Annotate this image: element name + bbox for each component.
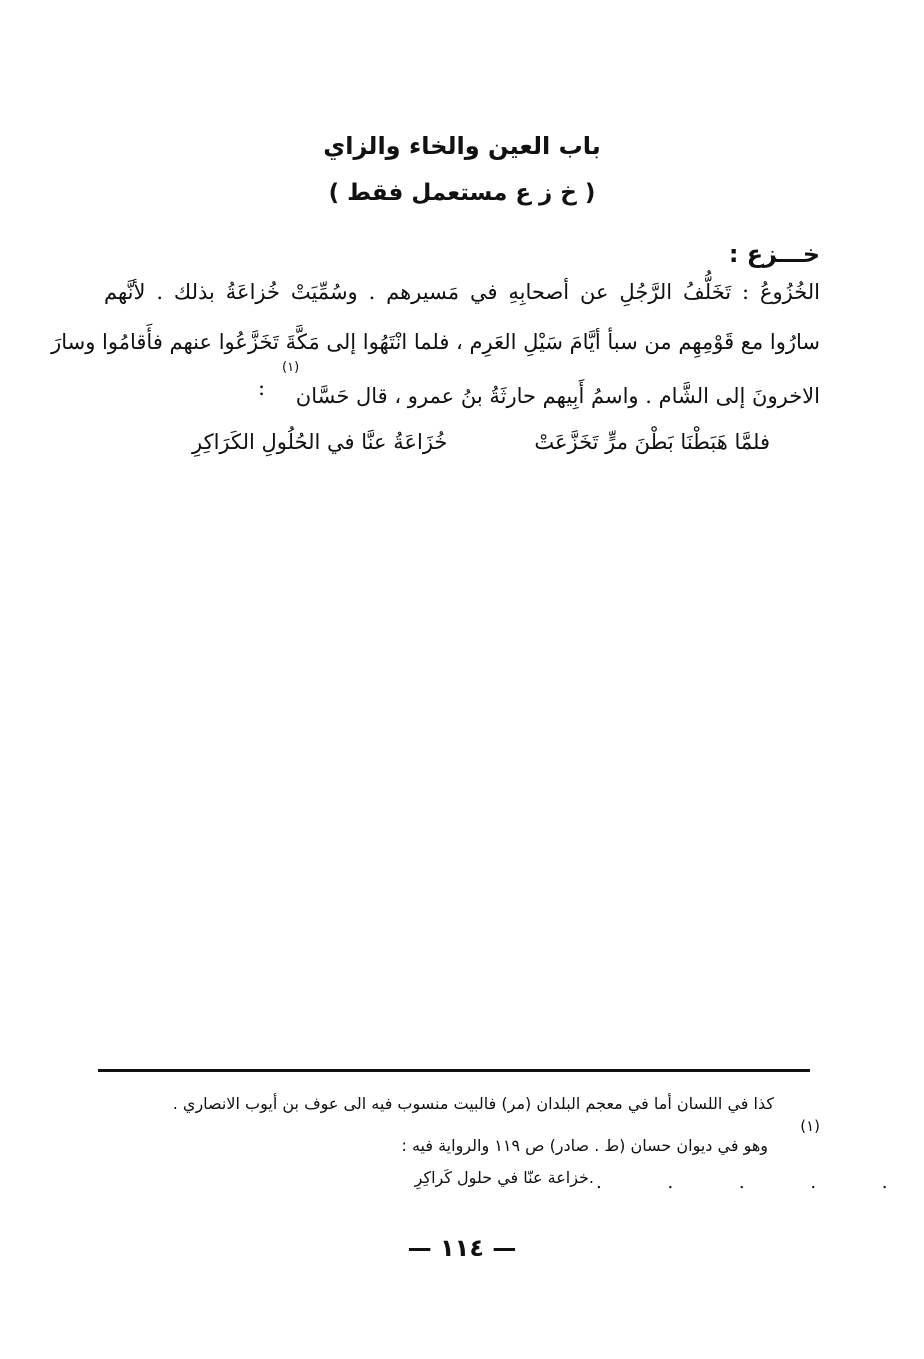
footnote-number: (١) bbox=[800, 1117, 820, 1135]
chapter-title: باب العين والخاء والزاي bbox=[323, 132, 601, 160]
body-text-line: سارُوا مع قَوْمِهِم من سبأ أيَّامَ سَيْلِ العَرِم ، فلما انْتَهُوا إلى مَكَّةَ تَخَزَّعُوا عنهم فأَقامُوا وسارَ bbox=[51, 330, 820, 354]
verse-intro-colon: : bbox=[258, 376, 266, 400]
entry-headword: خـــزع : bbox=[728, 240, 820, 268]
verse-second-hemistich: خُزَاعَةُ عنَّا في الحُلُولِ الكَرَاكِرِ bbox=[192, 430, 448, 454]
verse-first-hemistich: فلمَّا هَبَطْنَا بَطْنَ مرٍّ تَخَزَّعَتْ bbox=[534, 430, 770, 454]
body-text-line: الخُزُوعُ : تَخَلُّفُ الرَّجُلِ عن أصحابِهِ في مَسيرهم . وسُمِّيَتْ خُزاعَةُ بذلك . لأنَّهم bbox=[104, 280, 820, 304]
footnote-line: .خزاعة عنّا في حلول كَراكِرِ bbox=[414, 1168, 594, 1187]
footnote-line: وهو في ديوان حسان (ط . صادر) ص ١١٩ والرواية فيه : bbox=[401, 1136, 768, 1155]
body-text-line: الاخرونَ إلى الشَّام . واسمُ أَبِيهم حارثَةُ بنُ عمرو ، قال حَسَّان bbox=[295, 384, 820, 408]
chapter-subtitle: ( خ ز ع مستعمل فقط ) bbox=[328, 180, 596, 206]
footnote-line: كذا في اللسان أما في معجم البلدان (مر) فالبيت منسوب فيه الى عوف بن أيوب الانصاري . bbox=[172, 1094, 774, 1113]
page-number: — ١١٤ — bbox=[407, 1234, 517, 1262]
footnote-reference: (١) bbox=[282, 360, 300, 375]
elision-dots: . . . . . bbox=[596, 1172, 918, 1193]
footnote-separator bbox=[98, 1069, 810, 1072]
